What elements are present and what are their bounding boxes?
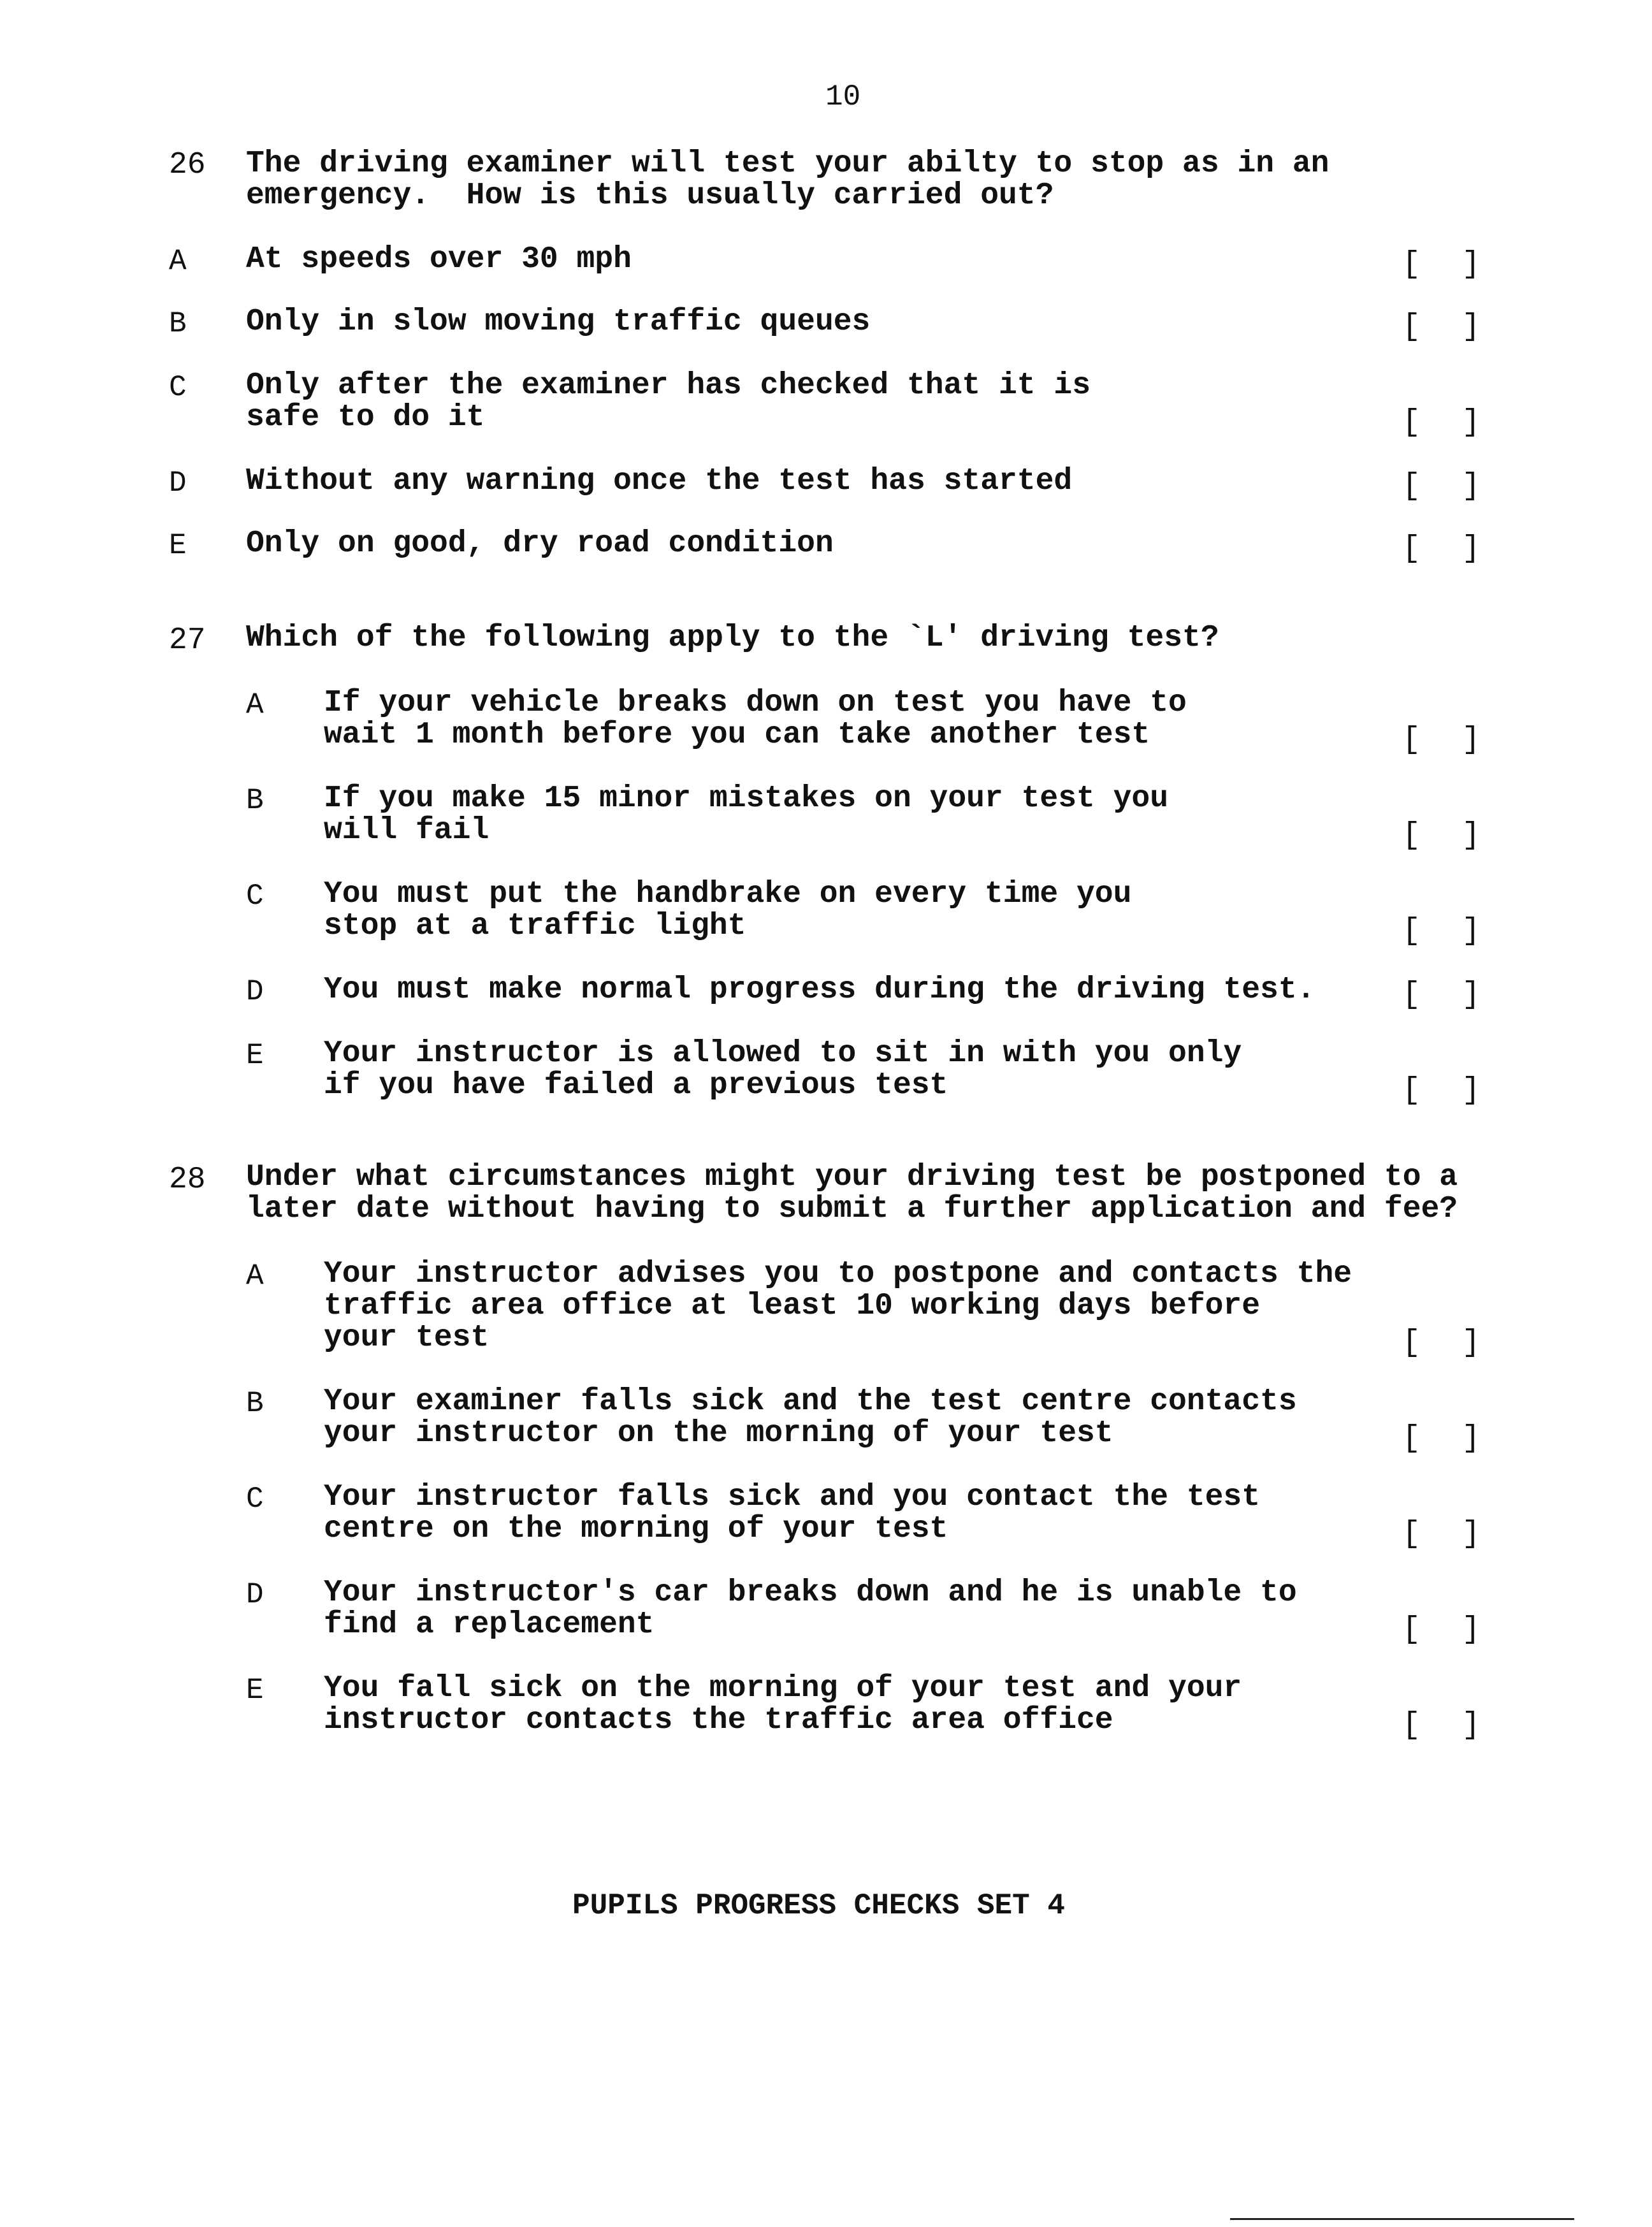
question-number: 28 (169, 1163, 206, 1197)
option-letter: C (246, 1483, 264, 1516)
option-letter: A (246, 1259, 264, 1293)
option-text: If your vehicle breaks down on test you have to wait 1 month before you can take another test (324, 686, 1187, 752)
answer-checkbox[interactable]: [ ] (1402, 469, 1492, 504)
option-text: Only after the examiner has checked that it is safe to do it (246, 368, 1091, 435)
option-text: You must make normal progress during the driving test. (324, 973, 1315, 1007)
page-number: 10 (825, 80, 861, 113)
answer-checkbox[interactable]: [ ] (1402, 532, 1492, 566)
option-text: You fall sick on the morning of your test and your instructor contacts the traffic area office (324, 1671, 1242, 1737)
option-letter: B (246, 1387, 264, 1420)
answer-checkbox[interactable]: [ ] (1402, 247, 1492, 282)
answer-checkbox[interactable]: [ ] (1402, 1613, 1492, 1647)
option-text: Only in slow moving traffic queues (246, 305, 871, 339)
option-text: Only on good, dry road condition (246, 526, 834, 561)
answer-checkbox[interactable]: [ ] (1402, 405, 1492, 440)
answer-checkbox[interactable]: [ ] (1402, 1421, 1492, 1456)
option-letter: C (169, 371, 187, 404)
option-letter: E (246, 1674, 264, 1707)
option-text: Your instructor advises you to postpone and contacts the traffic area office at least 10 working days before your test (324, 1257, 1352, 1355)
answer-checkbox[interactable]: [ ] (1402, 1517, 1492, 1551)
question-text: Under what circumstances might your driving test be postponed to a later date without having to submit a further application and fee? (246, 1160, 1458, 1226)
option-text: Without any warning once the test has started (246, 464, 1073, 498)
answer-checkbox[interactable]: [ ] (1402, 818, 1492, 853)
option-letter: B (246, 784, 264, 817)
option-letter: B (169, 307, 187, 340)
question-text: Which of the following apply to the `L' driving test? (246, 621, 1219, 655)
option-letter: D (246, 1578, 264, 1611)
option-text: At speeds over 30 mph (246, 242, 632, 277)
option-letter: A (246, 688, 264, 722)
option-letter: D (169, 467, 187, 500)
answer-checkbox[interactable]: [ ] (1402, 723, 1492, 757)
option-letter: C (246, 880, 264, 913)
option-text: If you make 15 minor mistakes on your test you will fail (324, 781, 1169, 848)
question-text: The driving examiner will test your abilty to stop as in an emergency. How is this usually carried out? (246, 147, 1330, 213)
answer-checkbox[interactable]: [ ] (1402, 1073, 1492, 1108)
answer-checkbox[interactable]: [ ] (1402, 310, 1492, 344)
option-text: Your instructor's car breaks down and he is unable to find a replacement (324, 1576, 1297, 1642)
option-text: Your instructor is allowed to sit in with you only if you have failed a previous test (324, 1036, 1242, 1103)
option-letter: E (169, 529, 187, 562)
question-number: 27 (169, 623, 206, 658)
answer-checkbox[interactable]: [ ] (1402, 914, 1492, 948)
answer-checkbox[interactable]: [ ] (1402, 1326, 1492, 1360)
answer-checkbox[interactable]: [ ] (1402, 978, 1492, 1012)
bottom-rule (1230, 2218, 1574, 2220)
option-text: You must put the handbrake on every time you stop at a traffic light (324, 877, 1132, 943)
option-letter: E (246, 1039, 264, 1072)
answer-checkbox[interactable]: [ ] (1402, 1708, 1492, 1743)
question-number: 26 (169, 148, 206, 182)
option-text: Your examiner falls sick and the test centre contacts your instructor on the morning of your test (324, 1384, 1297, 1451)
option-letter: D (246, 975, 264, 1008)
option-letter: A (169, 245, 187, 278)
footer-title: PUPILS PROGRESS CHECKS SET 4 (572, 1889, 1065, 1922)
option-text: Your instructor falls sick and you contact the test centre on the morning of your test (324, 1480, 1261, 1546)
